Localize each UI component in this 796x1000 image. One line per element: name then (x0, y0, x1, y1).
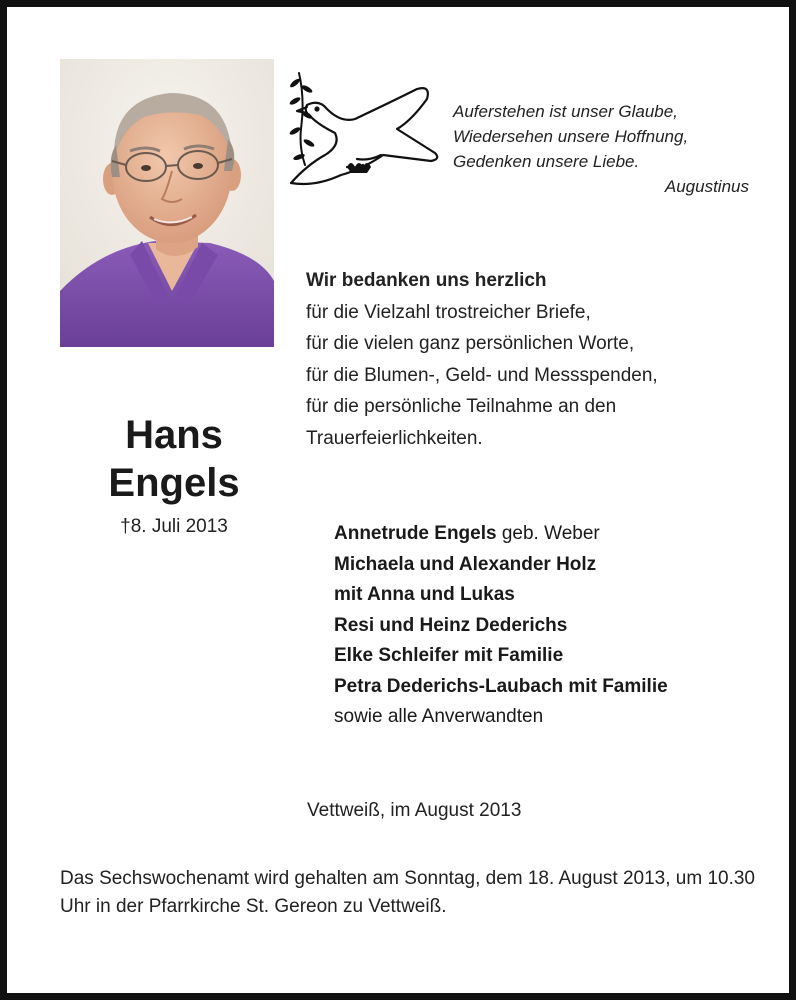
thanks-line: für die vielen ganz persönlichen Worte, (306, 333, 635, 354)
quote-line: Auferstehen ist unser Glaube, (453, 102, 678, 121)
dove-with-olive-branch-icon (285, 69, 450, 189)
family-line (334, 580, 774, 611)
family-name: mit Anna und Lukas (334, 584, 515, 605)
family-line (334, 672, 774, 703)
maiden-name: geb. Weber (496, 523, 600, 544)
thanks-line: für die persönliche Teilnahme an den (306, 396, 617, 417)
service-notice: Das Sechswochenamt wird gehalten am Sonntag, dem 18. August 2013, um 10.30 Uhr in der Pfarrkirche St. Gereon zu Vettweiß. (60, 868, 755, 917)
quote-line: Wiedersehen unsere Hoffnung, (453, 127, 689, 146)
family-name: Petra Dederichs-Laubach mit Familie (334, 675, 668, 697)
family-name: Elke Schleifer mit Familie (334, 645, 564, 666)
family-line (334, 550, 774, 581)
deceased-block (60, 411, 288, 541)
place-date: Vettweiß, im August 2013 (307, 800, 522, 821)
family-name: Resi und Heinz Dederichs (334, 614, 568, 636)
family-name: Michaela und Alexander Holz (334, 553, 597, 575)
deceased-last-name: Engels (108, 461, 240, 505)
death-date: †8. Juli 2013 (120, 516, 228, 537)
thanks-line: für die Blumen-, Geld- und Messspenden, (306, 364, 658, 386)
family-name: Annetrude Engels (334, 523, 497, 544)
portrait-photo (60, 59, 274, 347)
quote-author: Augustinus (664, 177, 749, 196)
thanks-block (306, 265, 766, 454)
thanks-heading: Wir bedanken uns herzlich (306, 270, 547, 291)
family-line (334, 641, 774, 672)
family-closing: sowie alle Anverwandten (334, 706, 544, 727)
family-line (334, 519, 774, 550)
family-line (334, 611, 774, 642)
deceased-first-name: Hans (125, 413, 223, 457)
family-block (334, 519, 774, 733)
quote-block (453, 99, 753, 199)
thanks-line: Trauerfeierlichkeiten. (306, 427, 483, 449)
thanks-line: für die Vielzahl trostreicher Briefe, (306, 301, 591, 323)
quote-line: Gedenken unsere Liebe. (453, 152, 640, 171)
portrait-illustration (60, 59, 274, 347)
